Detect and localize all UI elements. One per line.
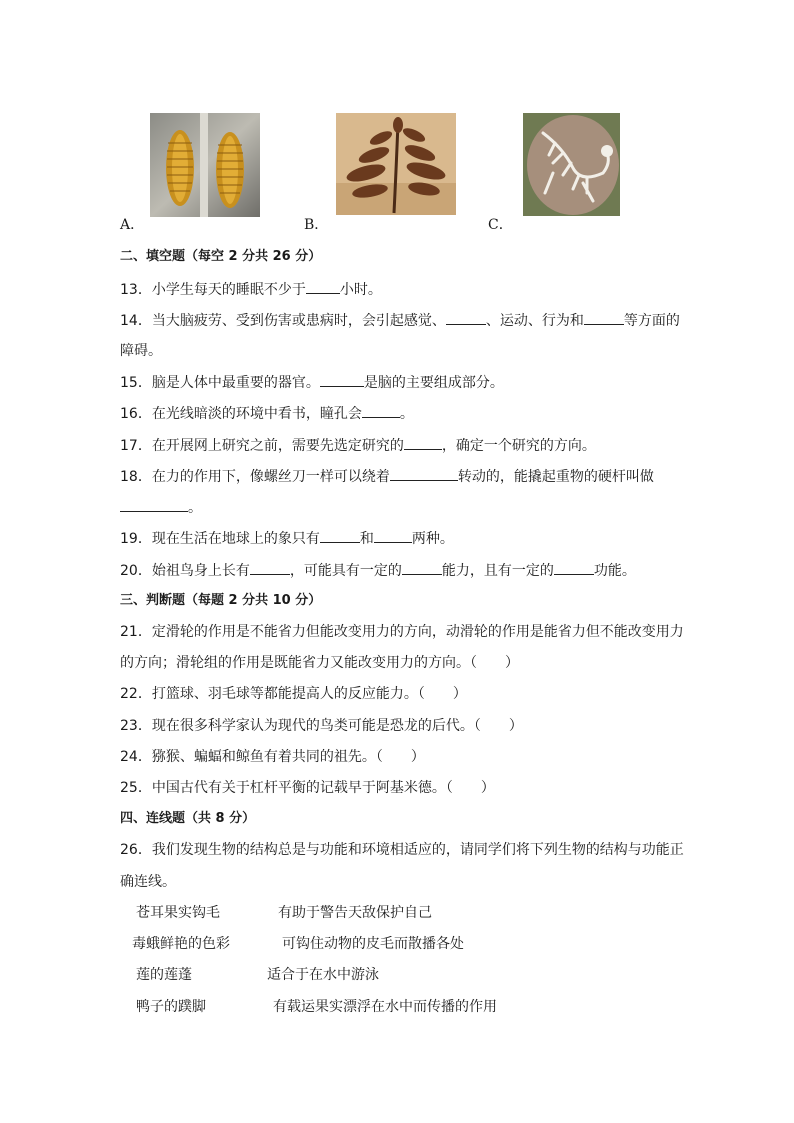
question-18-cont (120, 497, 202, 518)
q18-blank-2[interactable] (120, 497, 188, 512)
q19-blank-2[interactable] (374, 528, 412, 543)
option-c-label: C． (488, 217, 513, 233)
question-24 (120, 747, 425, 767)
q18-blank-1[interactable] (390, 466, 458, 481)
trilobite-fossil-drawing (150, 113, 260, 217)
q18-text-a: 18．在力的作用下，像螺丝刀一样可以绕着 (120, 469, 390, 485)
section-2-heading: 二、填空题（每空 2 分共 26 分） (120, 249, 322, 264)
q22-close-paren: ） (452, 686, 467, 702)
question-14 (120, 310, 680, 331)
q23-close-paren: ） (508, 718, 523, 734)
q19-text-b: 和 (359, 531, 374, 547)
q16-text-b: 。 (399, 406, 414, 422)
q19-text-c: 两种。 (411, 531, 454, 547)
question-13 (120, 279, 382, 300)
q18-text-b: 转动的，能撬起重物的硬杆叫做 (457, 469, 654, 485)
q14-text-a: 14．当大脑疲劳、受到伤害或患病时，会引起感觉、 (120, 313, 446, 329)
question-14-cont: 障碍。 (120, 343, 162, 359)
question-25 (120, 778, 495, 798)
q19-blank-1[interactable] (320, 528, 360, 543)
q15-blank[interactable] (320, 372, 364, 387)
question-21-cont (120, 653, 519, 673)
q17-text-a: 17．在开展网上研究之前，需要先选定研究的 (120, 438, 404, 454)
q20-blank-3[interactable] (554, 560, 594, 575)
q20-blank-1[interactable] (250, 560, 290, 575)
question-16 (120, 403, 414, 424)
q20-text-c: 能力，且有一定的 (441, 563, 554, 579)
question-19 (120, 528, 454, 549)
question-18 (120, 466, 654, 487)
question-20 (120, 560, 636, 581)
question-22 (120, 684, 467, 704)
match-left-item[interactable]: 毒蛾鲜艳的色彩 (132, 936, 230, 952)
q17-blank[interactable] (404, 435, 442, 450)
q16-blank[interactable] (362, 403, 400, 418)
q16-text-a: 16．在光线暗淡的环境中看书，瞳孔会 (120, 406, 362, 422)
q13-blank[interactable] (306, 279, 340, 294)
q20-text-d: 功能。 (593, 563, 636, 579)
q15-text-a: 15．脑是人体中最重要的器官。 (120, 375, 320, 391)
q14-text-b: 、运动、行为和 (485, 313, 584, 329)
match-right-item[interactable]: 有载运果实漂浮在水中而传播的作用 (273, 999, 497, 1015)
dinosaur-skeleton-drawing (523, 113, 620, 216)
question-17 (120, 435, 596, 456)
match-left-item[interactable]: 莲的莲蓬 (136, 967, 192, 983)
q24-text-a: 24．猕猴、蝙蝠和鲸鱼有着共同的祖先。（ (120, 749, 383, 765)
question-15 (120, 372, 504, 393)
q22-text-a: 22．打篮球、羽毛球等都能提高人的反应能力。（ (120, 686, 425, 702)
q20-text-a: 20．始祖鸟身上长有 (120, 563, 250, 579)
q25-close-paren: ） (480, 780, 495, 796)
match-right-item[interactable]: 可钩住动物的皮毛而散播各处 (282, 936, 464, 952)
q18-text-c: 。 (188, 500, 202, 516)
q14-text-c: 等方面的 (623, 313, 680, 329)
dinosaur-skeleton-fossil-image (523, 113, 620, 216)
fern-fossil-image (336, 113, 456, 215)
section-3-heading: 三、判断题（每题 2 分共 10 分） (120, 593, 322, 608)
question-26-cont: 确连线。 (120, 874, 176, 890)
match-left-item[interactable]: 苍耳果实钩毛 (136, 905, 220, 921)
match-left-item[interactable]: 鸭子的蹼脚 (136, 999, 206, 1015)
q24-close-paren: ） (410, 749, 425, 765)
match-right-item[interactable]: 有助于警告天敌保护自己 (278, 905, 432, 921)
question-26: 26．我们发现生物的结构总是与功能和环境相适应的，请同学们将下列生物的结构与功能正 (120, 842, 684, 858)
option-b-label: B． (304, 217, 329, 233)
fern-fossil-drawing (336, 113, 456, 215)
q14-blank-2[interactable] (584, 310, 624, 325)
q13-text-b: 小时。 (339, 282, 382, 298)
q19-text-a: 19．现在生活在地球上的象只有 (120, 531, 320, 547)
q25-text-a: 25．中国古代有关于杠杆平衡的记载早于阿基米德。（ (120, 780, 453, 796)
q13-text-a: 13．小学生每天的睡眠不少于 (120, 282, 306, 298)
section-4-heading: 四、连线题（共 8 分） (120, 811, 256, 826)
match-right-item[interactable]: 适合于在水中游泳 (267, 967, 379, 983)
q23-text-a: 23．现在很多科学家认为现代的鸟类可能是恐龙的后代。（ (120, 718, 481, 734)
q17-text-b: ，确定一个研究的方向。 (441, 438, 596, 454)
q21-text-b: 的方向；滑轮组的作用是既能省力又能改变用力的方向。（ (120, 655, 477, 671)
q21-close-paren: ） (505, 655, 519, 671)
question-23 (120, 716, 523, 736)
q20-text-b: ，可能具有一定的 (289, 563, 402, 579)
option-a-label: A． (120, 217, 145, 233)
q15-text-b: 是脑的主要组成部分。 (363, 375, 504, 391)
q14-blank-1[interactable] (446, 310, 486, 325)
question-21: 21．定滑轮的作用是不能省力但能改变用力的方向，动滑轮的作用是能省力但不能改变用力 (120, 624, 684, 640)
trilobite-fossil-image (150, 113, 260, 217)
q20-blank-2[interactable] (402, 560, 442, 575)
